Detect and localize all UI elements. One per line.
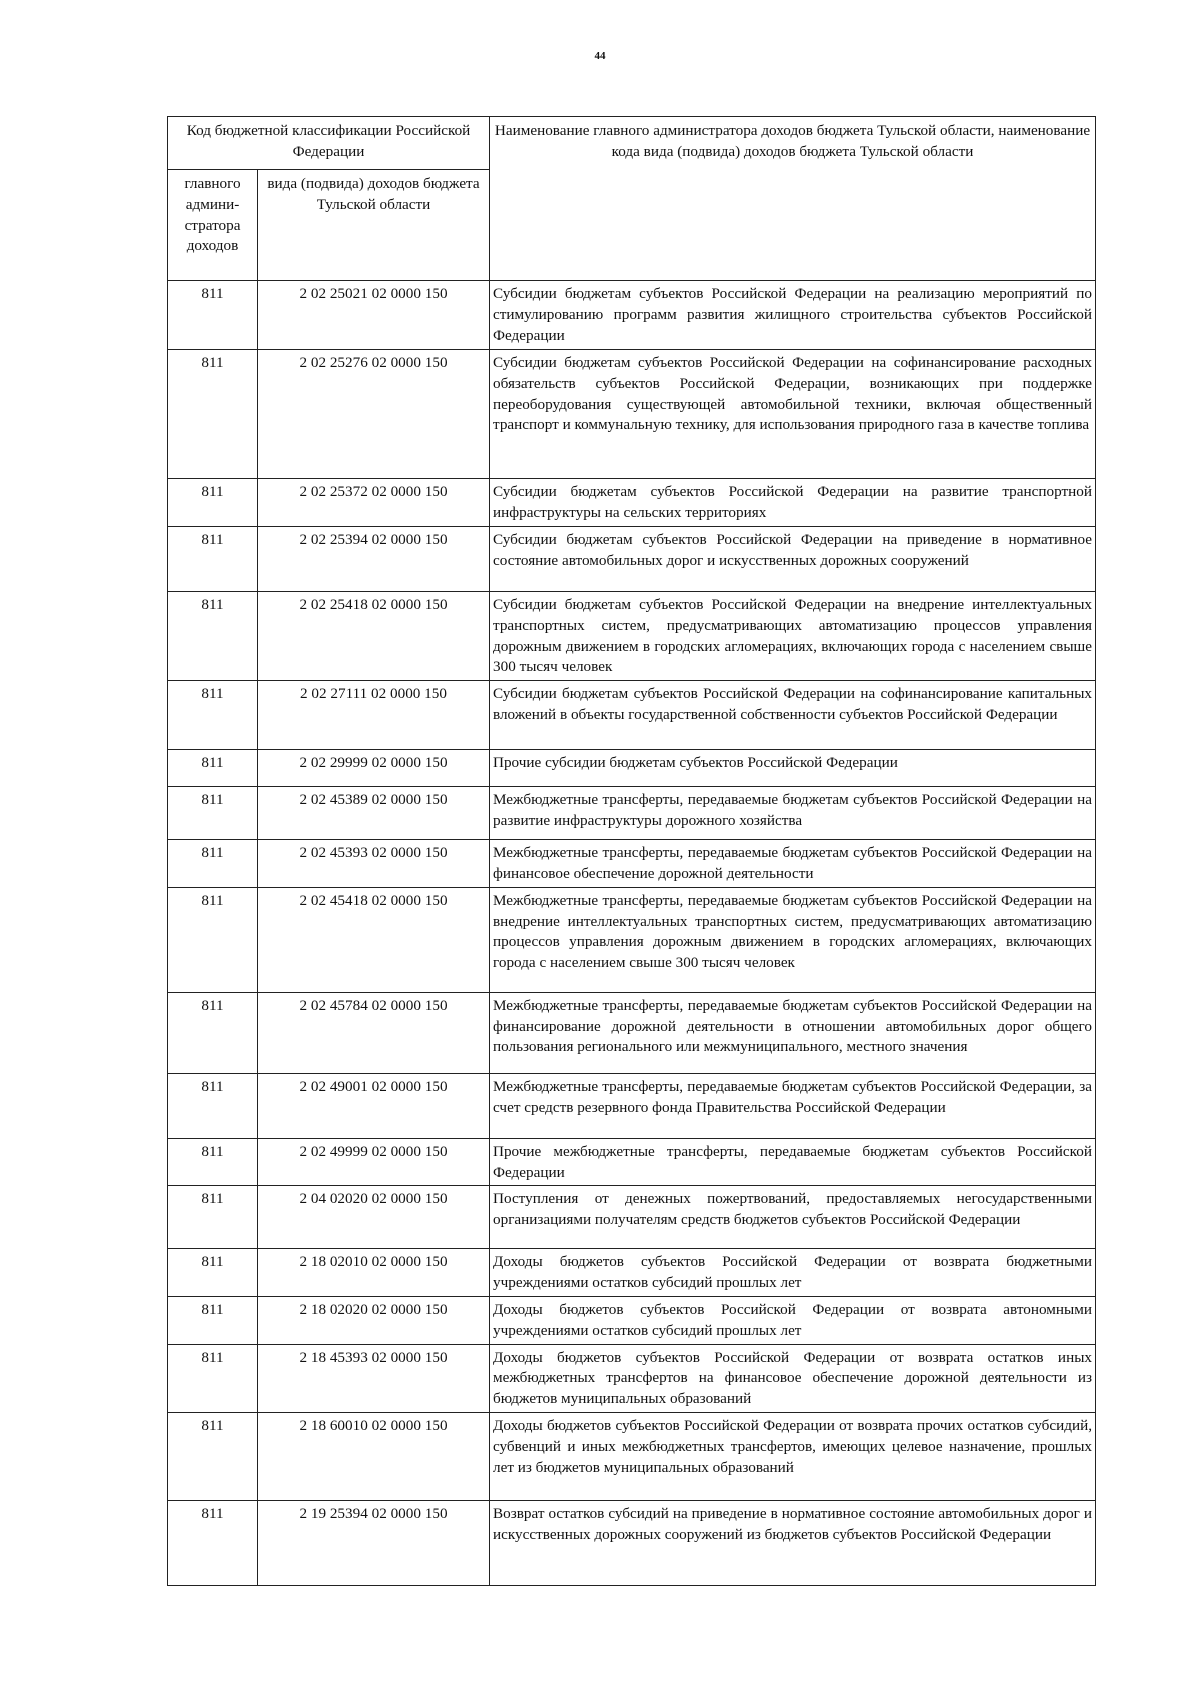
table-row <box>168 840 1096 888</box>
row-income-name: Субсидии бюджетам субъектов Российской Федерации на внедрение интеллектуальных транспортных систем, предусматривающих автоматизацию процессов управления дорожным движением в городских агломерациях, включающих города с населением свыше 300 тысяч человек <box>490 592 1096 681</box>
row-income-name: Прочие межбюджетные трансферты, передаваемые бюджетам субъектов Российской Федерации <box>490 1138 1096 1186</box>
table-row <box>168 592 1096 681</box>
row-admin-code: 811 <box>168 1186 258 1249</box>
row-income-code: 2 02 25394 02 0000 150 <box>258 527 490 592</box>
row-income-name: Межбюджетные трансферты, передаваемые бюджетам субъектов Российской Федерации, за счет средств резервного фонда Правительства Российской Федерации <box>490 1073 1096 1138</box>
row-income-name: Субсидии бюджетам субъектов Российской Федерации на софинансирование капитальных вложений в объекты государственной собственности субъектов Российской Федерации <box>490 681 1096 750</box>
header-name-column: Наименование главного администратора доходов бюджета Тульской области, наименование кода вида (подвида) доходов бюджета Тульской области <box>490 117 1096 281</box>
row-income-code: 2 02 49999 02 0000 150 <box>258 1138 490 1186</box>
row-admin-code: 811 <box>168 281 258 350</box>
row-admin-code: 811 <box>168 1073 258 1138</box>
header-code-column: вида (подвида) доходов бюджета Тульской области <box>258 170 490 281</box>
row-admin-code: 811 <box>168 592 258 681</box>
row-admin-code: 811 <box>168 787 258 840</box>
table-row <box>168 1296 1096 1344</box>
row-admin-code: 811 <box>168 1500 258 1585</box>
table-row <box>168 1500 1096 1585</box>
row-admin-code: 811 <box>168 992 258 1073</box>
table-header-row <box>168 117 1096 170</box>
row-admin-code: 811 <box>168 1296 258 1344</box>
header-admin-column: главного админи-стратора доходов <box>168 170 258 281</box>
row-income-name: Межбюджетные трансферты, передаваемые бюджетам субъектов Российской Федерации на развитие инфраструктуры дорожного хозяйства <box>490 787 1096 840</box>
row-income-name: Субсидии бюджетам субъектов Российской Федерации на софинансирование расходных обязательств субъектов Российской Федерации, возникающих при поддержке переоборудования существующей автомобильной техники, включая общественный транспорт и коммунальную технику, для использования природного газа в качестве топлива <box>490 350 1096 479</box>
row-admin-code: 811 <box>168 681 258 750</box>
row-income-name: Субсидии бюджетам субъектов Российской Федерации на развитие транспортной инфраструктуры на сельских территориях <box>490 479 1096 527</box>
row-income-code: 2 02 25276 02 0000 150 <box>258 350 490 479</box>
table-row <box>168 479 1096 527</box>
row-income-code: 2 02 49001 02 0000 150 <box>258 1073 490 1138</box>
table-row <box>168 1186 1096 1249</box>
row-admin-code: 811 <box>168 1344 258 1412</box>
table-row <box>168 681 1096 750</box>
row-income-code: 2 18 02020 02 0000 150 <box>258 1296 490 1344</box>
row-admin-code: 811 <box>168 887 258 992</box>
row-income-name: Межбюджетные трансферты, передаваемые бюджетам субъектов Российской Федерации на финансирование дорожной деятельности в отношении автомобильных дорог общего пользования регионального или межмуниципального, местного значения <box>490 992 1096 1073</box>
table-row <box>168 750 1096 787</box>
table-row <box>168 787 1096 840</box>
row-income-code: 2 02 25418 02 0000 150 <box>258 592 490 681</box>
row-income-name: Поступления от денежных пожертвований, предоставляемых негосударственными организациями получателям средств бюджетов субъектов Российской Федерации <box>490 1186 1096 1249</box>
row-income-code: 2 02 45784 02 0000 150 <box>258 992 490 1073</box>
row-income-name: Прочие субсидии бюджетам субъектов Российской Федерации <box>490 750 1096 787</box>
row-income-code: 2 02 45389 02 0000 150 <box>258 787 490 840</box>
row-income-name: Субсидии бюджетам субъектов Российской Федерации на приведение в нормативное состояние автомобильных дорог и искусственных дорожных сооружений <box>490 527 1096 592</box>
row-admin-code: 811 <box>168 1138 258 1186</box>
table-row <box>168 527 1096 592</box>
row-income-code: 2 02 45418 02 0000 150 <box>258 887 490 992</box>
row-income-name: Доходы бюджетов субъектов Российской Федерации от возврата остатков иных межбюджетных трансфертов на финансовое обеспечение дорожной деятельности из бюджетов муниципальных образований <box>490 1344 1096 1412</box>
row-admin-code: 811 <box>168 1412 258 1500</box>
row-income-code: 2 02 29999 02 0000 150 <box>258 750 490 787</box>
row-income-code: 2 02 25372 02 0000 150 <box>258 479 490 527</box>
row-income-name: Субсидии бюджетам субъектов Российской Федерации на реализацию мероприятий по стимулированию программ развития жилищного строительства субъектов Российской Федерации <box>490 281 1096 350</box>
table-row <box>168 350 1096 479</box>
row-income-code: 2 18 45393 02 0000 150 <box>258 1344 490 1412</box>
row-income-code: 2 02 27111 02 0000 150 <box>258 681 490 750</box>
table-row <box>168 1412 1096 1500</box>
header-code-group: Код бюджетной классификации Российской Федерации <box>168 117 490 170</box>
row-income-code: 2 02 25021 02 0000 150 <box>258 281 490 350</box>
table-row <box>168 1249 1096 1297</box>
row-income-name: Доходы бюджетов субъектов Российской Федерации от возврата прочих остатков субсидий, субвенций и иных межбюджетных трансфертов, имеющих целевое назначение, прошлых лет из бюджетов муниципальных образований <box>490 1412 1096 1500</box>
table-row <box>168 281 1096 350</box>
row-income-name: Возврат остатков субсидий на приведение в нормативное состояние автомобильных дорог и искусственных дорожных сооружений из бюджетов субъектов Российской Федерации <box>490 1500 1096 1585</box>
row-income-code: 2 04 02020 02 0000 150 <box>258 1186 490 1249</box>
row-income-code: 2 18 02010 02 0000 150 <box>258 1249 490 1297</box>
row-income-name: Межбюджетные трансферты, передаваемые бюджетам субъектов Российской Федерации на внедрение интеллектуальных транспортных систем, предусматривающих автоматизацию процессов управления дорожным движением в городских агломерациях, включающих города с населением свыше 300 тысяч человек <box>490 887 1096 992</box>
table-row <box>168 1073 1096 1138</box>
row-admin-code: 811 <box>168 479 258 527</box>
table-row <box>168 1344 1096 1412</box>
row-admin-code: 811 <box>168 350 258 479</box>
row-income-code: 2 19 25394 02 0000 150 <box>258 1500 490 1585</box>
row-income-name: Доходы бюджетов субъектов Российской Федерации от возврата автономными учреждениями остатков субсидий прошлых лет <box>490 1296 1096 1344</box>
row-admin-code: 811 <box>168 527 258 592</box>
row-income-code: 2 18 60010 02 0000 150 <box>258 1412 490 1500</box>
table-row <box>168 887 1096 992</box>
table-row <box>168 992 1096 1073</box>
table-row <box>168 1138 1096 1186</box>
budget-classification-table <box>167 116 1096 1586</box>
row-income-name: Межбюджетные трансферты, передаваемые бюджетам субъектов Российской Федерации на финансовое обеспечение дорожной деятельности <box>490 840 1096 888</box>
row-admin-code: 811 <box>168 840 258 888</box>
row-income-name: Доходы бюджетов субъектов Российской Федерации от возврата бюджетными учреждениями остатков субсидий прошлых лет <box>490 1249 1096 1297</box>
row-admin-code: 811 <box>168 750 258 787</box>
page-number: 44 <box>594 50 606 62</box>
row-income-code: 2 02 45393 02 0000 150 <box>258 840 490 888</box>
row-admin-code: 811 <box>168 1249 258 1297</box>
